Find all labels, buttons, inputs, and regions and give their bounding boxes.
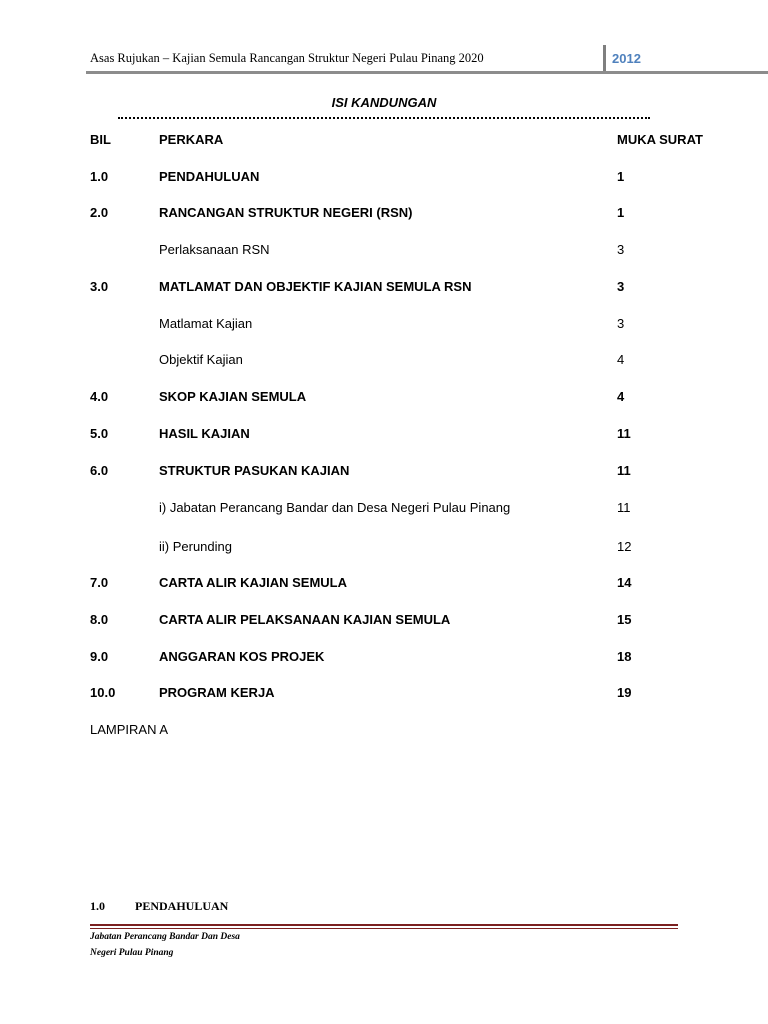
toc-entry-title: ii) Perunding (159, 539, 232, 554)
toc-entry (0, 500, 768, 518)
section-title: PENDAHULUAN (135, 899, 229, 913)
toc-column-headers (0, 132, 768, 150)
toc-title: ISI KANDUNGAN (331, 95, 437, 110)
toc-entry-number: 5.0 (90, 426, 109, 441)
toc-entry-title: PROGRAM KERJA (159, 685, 275, 700)
toc-entry-number: 6.0 (90, 463, 109, 478)
footer-line-1: Jabatan Perancang Bandar Dan Desa (90, 932, 240, 942)
toc-entry-title: Perlaksanaan RSN (159, 242, 270, 257)
toc-entry-page: 1 (617, 169, 625, 184)
header-rule (86, 71, 768, 74)
toc-entry-number: 7.0 (90, 575, 109, 590)
toc-entry (0, 316, 768, 334)
toc-entry-page: 4 (617, 389, 625, 404)
toc-entry-number: 10.0 (90, 685, 116, 700)
toc-entry (0, 169, 768, 187)
toc-entry (0, 463, 768, 481)
toc-entry-title: i) Jabatan Perancang Bandar dan Desa Negeri Pulau Pinang (159, 500, 511, 515)
toc-entry-page: 3 (617, 242, 625, 257)
toc-entry-title: MATLAMAT DAN OBJEKTIF KAJIAN SEMULA RSN (159, 279, 472, 294)
column-header-bil: BIL (90, 132, 111, 147)
appendix-entry: LAMPIRAN A (90, 722, 169, 737)
toc-entry-title: CARTA ALIR PELAKSANAAN KAJIAN SEMULA (159, 612, 451, 627)
footer-rule-thin (90, 928, 678, 929)
toc-entry (0, 612, 768, 630)
column-header-page: MUKA SURAT (617, 132, 703, 147)
toc-entry (0, 539, 768, 557)
toc-entry-number: 2.0 (90, 205, 109, 220)
running-header-title: Asas Rujukan – Kajian Semula Rancangan Struktur Negeri Pulau Pinang 2020 (90, 51, 484, 65)
toc-entry-title: STRUKTUR PASUKAN KAJIAN (159, 463, 350, 478)
toc-entry-page: 15 (617, 612, 632, 627)
toc-entry-page: 1 (617, 205, 625, 220)
toc-entry-title: ANGGARAN KOS PROJEK (159, 649, 325, 664)
toc-entry-title: PENDAHULUAN (159, 169, 260, 184)
header-year: 2012 (612, 51, 641, 66)
column-header-perkara: PERKARA (159, 132, 224, 147)
toc-entry (0, 575, 768, 593)
toc-entry-number: 1.0 (90, 169, 109, 184)
toc-entry-title: Matlamat Kajian (159, 316, 253, 331)
toc-entry-title: SKOP KAJIAN SEMULA (159, 389, 307, 404)
toc-entry-page: 11 (617, 463, 631, 478)
toc-entry (0, 242, 768, 260)
section-heading (90, 899, 228, 914)
toc-entry-page: 12 (617, 539, 632, 554)
section-number: 1.0 (90, 899, 105, 913)
footer-rule (90, 924, 678, 926)
toc-entry-page: 3 (617, 316, 625, 331)
toc-entry (0, 279, 768, 297)
toc-entry-title: HASIL KAJIAN (159, 426, 250, 441)
toc-entry-page: 14 (617, 575, 632, 590)
toc-entry-page: 19 (617, 685, 632, 700)
header-divider (603, 45, 606, 72)
toc-entry (0, 205, 768, 223)
footer-line-2: Negeri Pulau Pinang (90, 948, 174, 958)
toc-entry (0, 352, 768, 370)
toc-entry-page: 4 (617, 352, 625, 367)
toc-entry (0, 685, 768, 703)
toc-entry (0, 426, 768, 444)
toc-entry-page: 11 (617, 426, 631, 441)
toc-entry-title: RANCANGAN STRUKTUR NEGERI (RSN) (159, 205, 413, 220)
toc-entry (0, 389, 768, 407)
toc-entry (0, 649, 768, 667)
toc-entry-page: 18 (617, 649, 632, 664)
toc-entry-page: 11 (617, 500, 631, 515)
toc-entry-number: 8.0 (90, 612, 109, 627)
toc-entry-number: 3.0 (90, 279, 109, 294)
toc-entry-title: CARTA ALIR KAJIAN SEMULA (159, 575, 348, 590)
toc-entry-number: 4.0 (90, 389, 109, 404)
toc-entry-title: Objektif Kajian (159, 352, 243, 367)
dotted-separator (118, 117, 650, 123)
toc-entry-page: 3 (617, 279, 625, 294)
toc-entry-number: 9.0 (90, 649, 109, 664)
